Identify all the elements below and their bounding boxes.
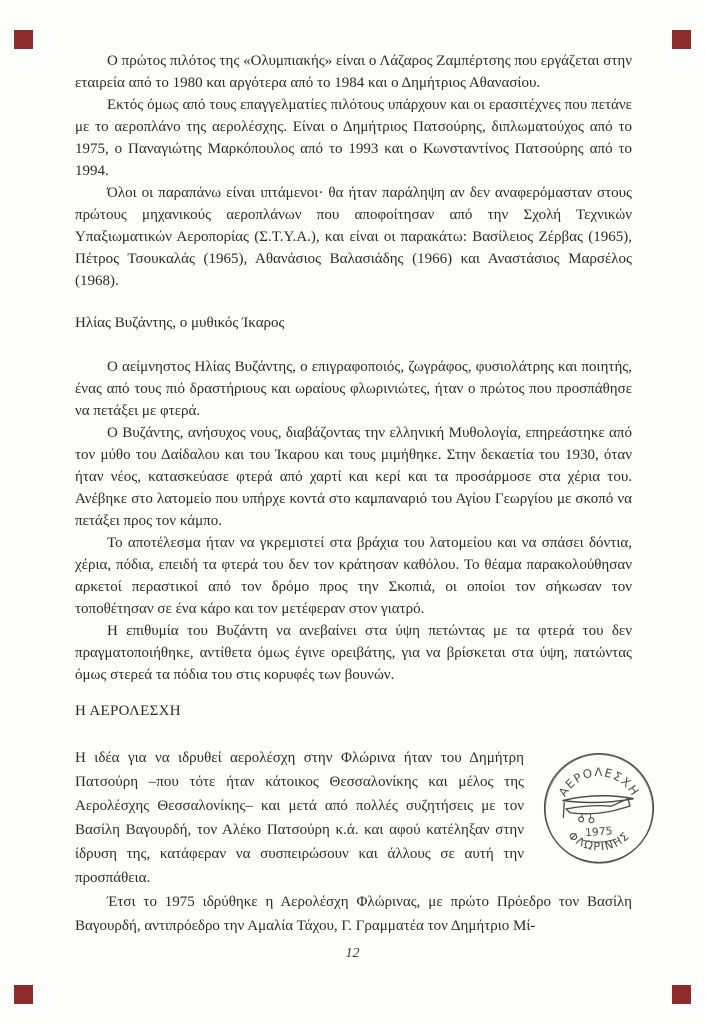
airplane-icon: [562, 796, 633, 823]
page-content: [75, 50, 643, 938]
svg-text:ΑΕΡΟΛΕΣΧΗ: [556, 765, 643, 799]
corner-mark-top-left: [14, 30, 33, 49]
section-heading-vyzantis: Ηλίας Βυζάντης, ο μυθικός Ίκαρος: [75, 315, 285, 331]
aeroleschi-paragraph-2: Έτσι το 1975 ιδρύθηκε η Αερολέσχη Φλώρινας, με πρώτο Πρόεδρο τον Βασίλη Βαγουρδή, αντιπρόεδρο την Αμαλία Τάχου, Γ. Γραμματέα τον Δημήτριο Μί-: [75, 894, 632, 934]
page-number: 12: [345, 946, 360, 961]
vyzantis-paragraph-3: Το αποτέλεσμα ήταν να γκρεμιστεί στα βράχια του λατομείου και να σπάσει δόντια, χέρια, πόδια, επειδή τα φτερά του δεν τον κράτησαν καθόλου. Το θέαμα παρακολούθησαν αρκετοί περαστικοί από τον δρόμο προς την Σκοπιά, οι οποίοι τον σήκωσαν τον τοποθέτησαν σε ένα κάρο και τον μετέφεραν στον γιατρό.: [75, 535, 632, 617]
intro-paragraph-2: Εκτός όμως από τους επαγγελματίες πιλότους υπάρχουν και οι ερασιτέχνες που πετάνε με το αεροπλάνο της αερολέσχης. Είναι ο Δημήτριος Πατσούρης, διπλωματούχος από το 1975, ο Παναγιώτης Μαρκόπουλος από το 1993 και ο Κωνσταντίνος Πατσούρης από το 1994.: [75, 97, 632, 179]
intro-paragraph-3: Όλοι οι παραπάνω είναι ιπτάμενοι· θα ήταν παράληψη αν δεν αναφερόμασταν στους πρώτους μηχανικούς αεροπλάνων που αποφοίτησαν από την Σχολή Τεχνικών Υπαξιωματικών Αεροπορίας (Σ.Τ.Υ.Α.), και είναι οι παρακάτω: Βασίλειος Ζέρβας (1965), Πέτρος Τσουκαλάς (1965), Αθανάσιος Βαλασιάδης (1966) και Αναστάσιος Μαρσέλος (1968).: [75, 185, 632, 289]
corner-mark-bottom-left: [14, 985, 33, 1004]
vyzantis-paragraph-4: Η επιθυμία του Βυζάντη να ανεβαίνει στα ύψη πετώντας με τα φτερά του δεν πραγματοποιήθηκε, αντίθετα όμως έγινε ορειβάτης, για να βρίσκεται στα ύψη, πατώντας όμως στερεά τα πόδια του στις κορυφές των βουνών.: [75, 623, 632, 683]
stamp-arc-bottom-text: ΦΛΩΡΙΝΗΣ: [565, 829, 633, 854]
aeroleschi-paragraph-1: Η ιδέα για να ιδρυθεί αερολέσχη στην Φλώρινα ήταν του Δημήτρη Πατσούρη –που τότε ήταν κάτοικος Θεσσαλονίκης και μέλος της Αερολέσχης Θεσσαλονίκης– και μετά από πολλές συζητήσεις με τον Βασίλη Βαγουρδή, τον Αλέκο Πατσούρη κ.ά. και αφού κατέληξαν στην ίδρυση της, κατάφεραν να συσπειρώσουν και άλλους σε αυτή την προσπάθεια.: [75, 750, 524, 886]
vyzantis-paragraph-2: Ο Βυζάντης, ανήσυχος νους, διαβάζοντας την ελληνική Μυθολογία, επηρεάστηκε από τον μύθο του Δαίδαλου και του Ίκαρου και τους μιμήθηκε. Στην δεκαετία του 1930, όταν ήταν νέος, κατασκεύασε φτερά από χαρτί και κερί και τα προσάρμοσε στα χέρια του. Ανέβηκε στο λατομείο που υπήρχε κοντά στο καμπαναριό του Αγίου Γεωργίου με σκοπό να πετάξει προς τον κάμπο.: [75, 425, 632, 529]
vyzantis-paragraph-1: Ο αείμνηστος Ηλίας Βυζάντης, ο επιγραφοποιός, ζωγράφος, φυσιολάτρης και ποιητής, ένας από τους πιό δραστήριους και ωραίους φλωρινιώτες, ήταν ο πρώτος που προσπάθησε να πετάξει με φτερά.: [75, 359, 632, 419]
aeroclub-stamp-drawing: [536, 748, 662, 870]
corner-mark-top-right: [672, 30, 691, 49]
aeroclub-stamp-logo: [536, 748, 662, 870]
stamp-year-text: 1975: [584, 824, 613, 840]
section-heading-aeroleschi: Η ΑΕΡΟΛΕΣΧΗ: [75, 703, 181, 719]
stamp-arc-top-text: ΑΕΡΟΛΕΣΧΗ: [555, 765, 643, 799]
corner-mark-bottom-right: [672, 985, 691, 1004]
intro-paragraph-1: Ο πρώτος πιλότος της «Ολυμπιακής» είναι ο Λάζαρος Ζαμπέρτσης που εργάζεται στην εταιρεία από το 1980 και αργότερα από το 1984 και ο Δημήτριος Αθανασίου.: [75, 53, 632, 91]
